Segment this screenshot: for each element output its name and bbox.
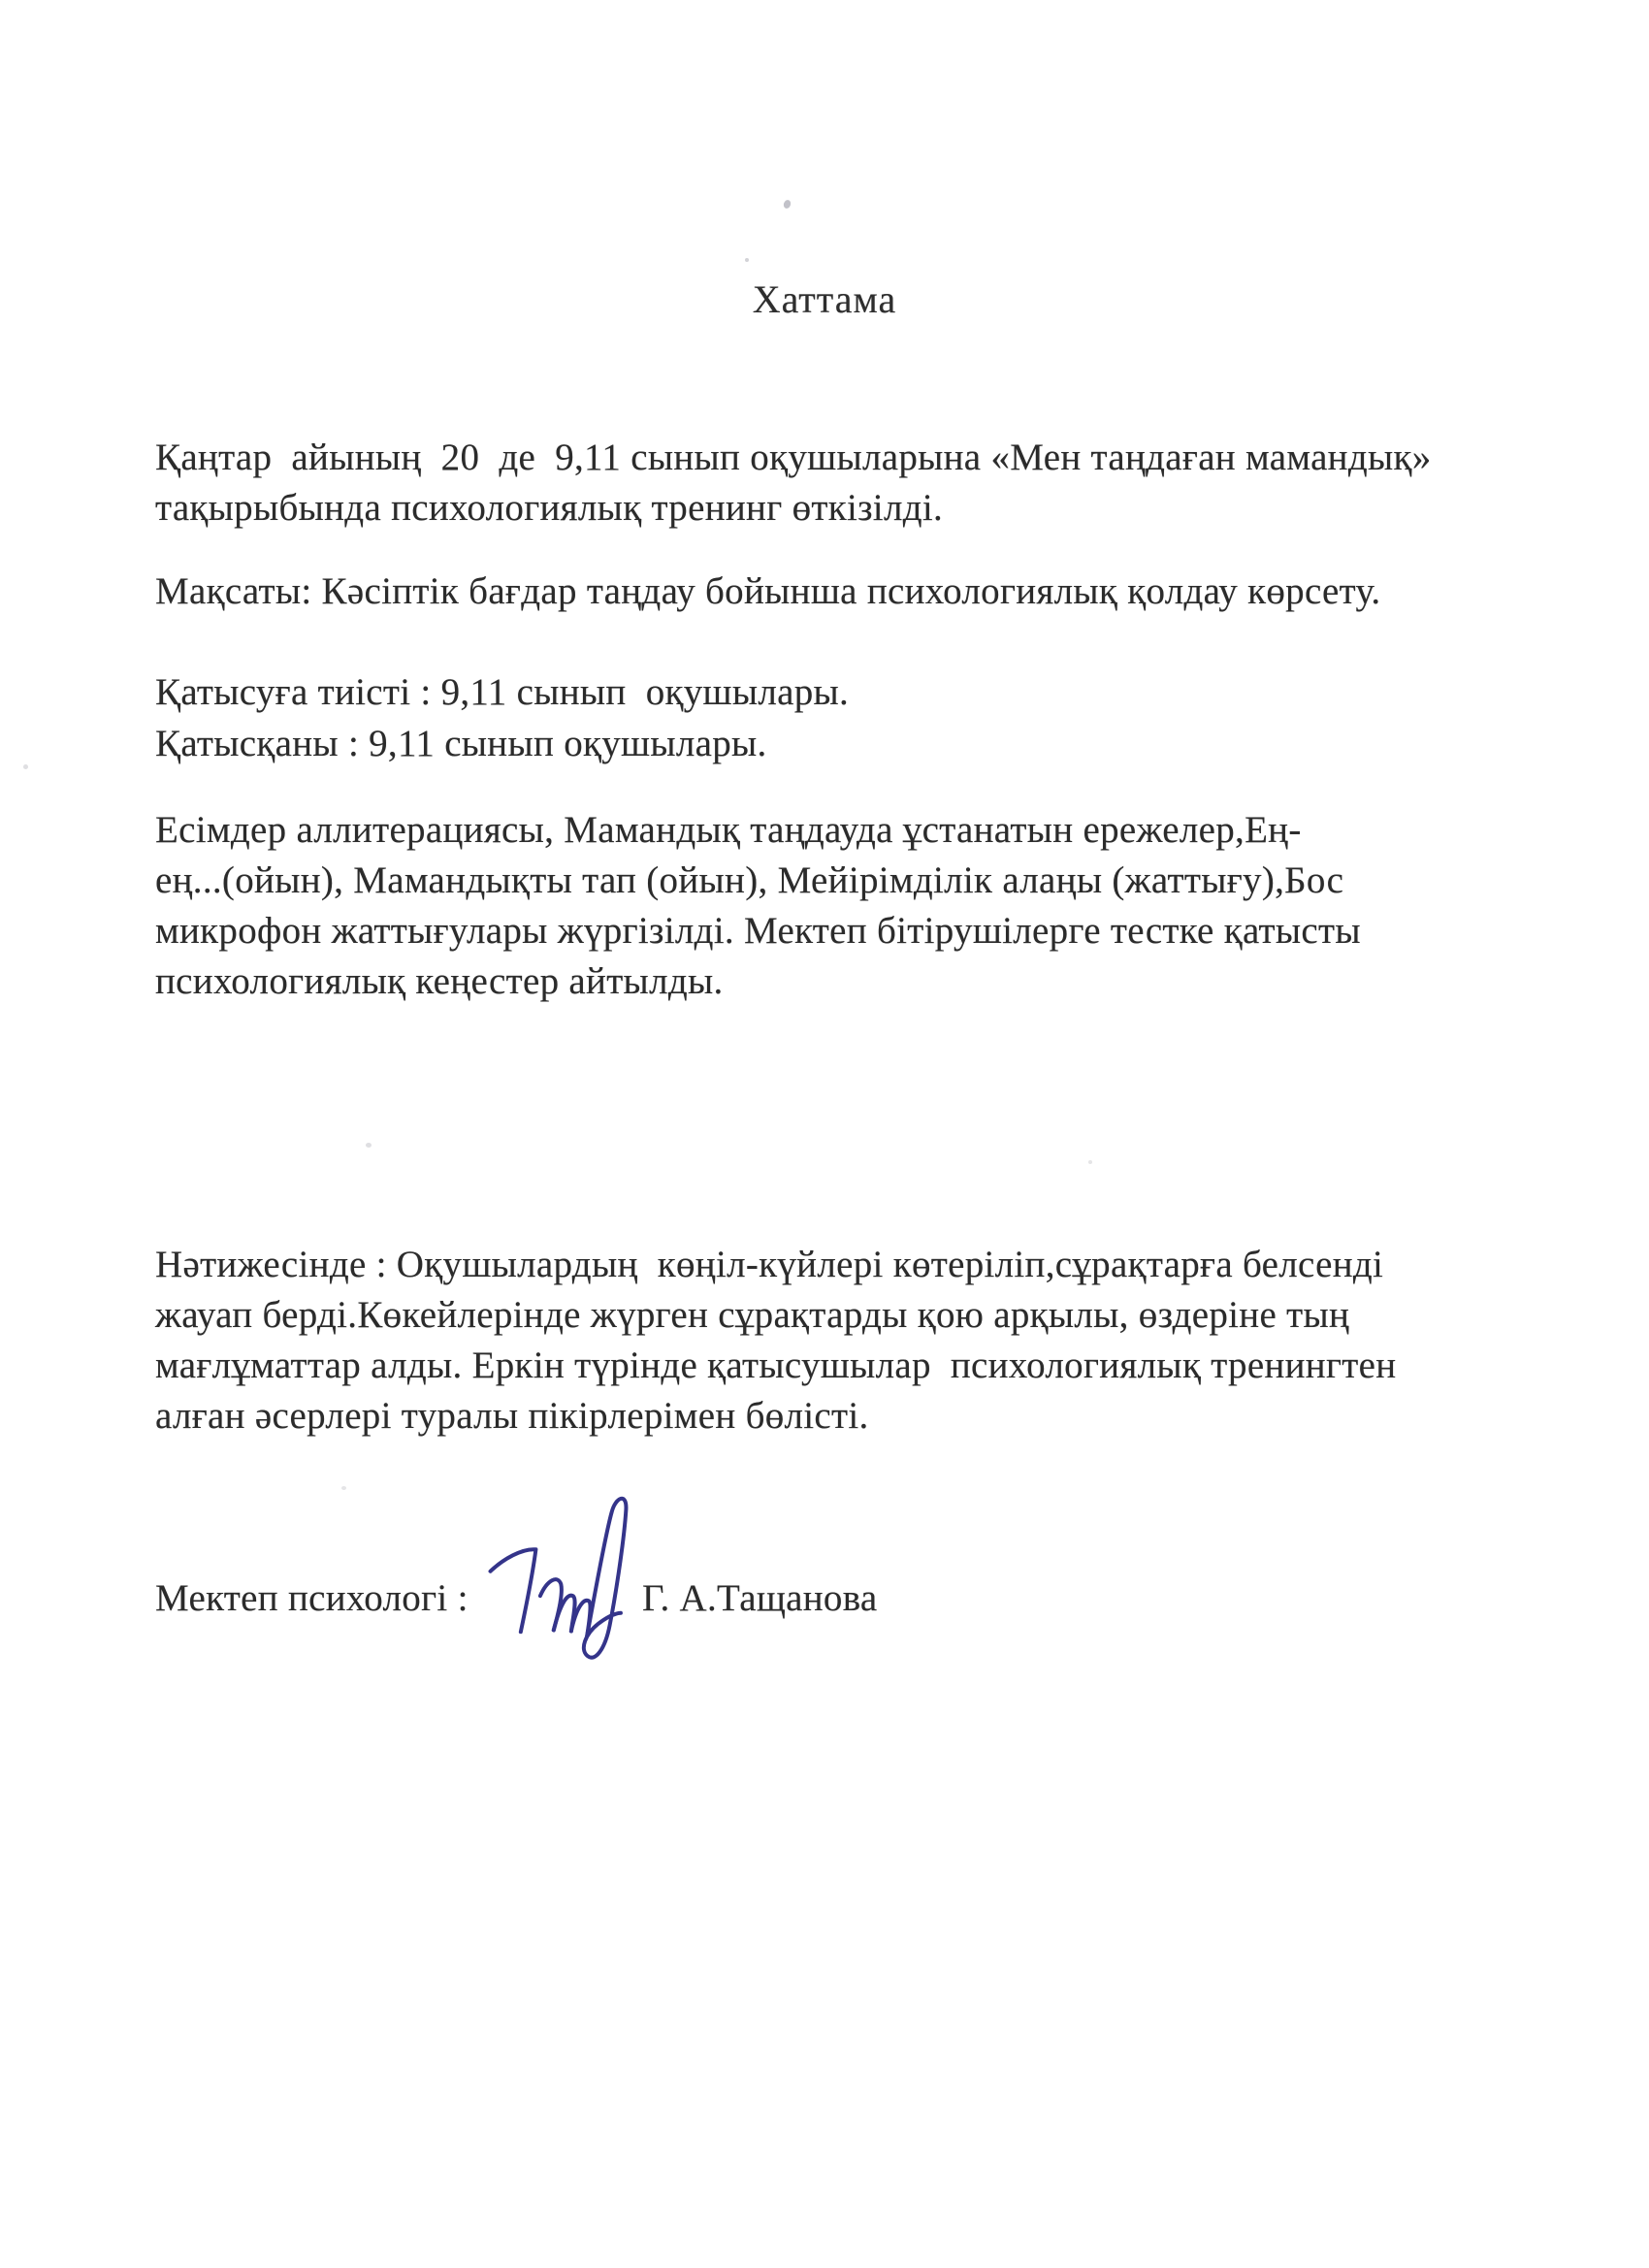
text-line: Қатысқаны : 9,11 сынып оқушылары. [155,723,767,764]
scan-artifact [341,1486,346,1490]
paragraph-expected-participants [155,667,1533,718]
text-line: ең...(ойын), Мамандықты тап (ойын), Мейірімділік алаңы (жаттығу),Бос [155,859,1344,901]
text-line: Мақсаты: Кәсіптік бағдар таңдау бойынша психологиялық қолдау көрсету. [155,570,1381,612]
signature-name: Г. А.Тащанова [642,1577,878,1619]
scan-artifact [745,258,749,262]
document-title: Хаттама [752,277,897,321]
paragraph-actual-participants [155,719,1533,769]
scan-artifact [23,764,28,769]
text-line: Есімдер аллитерациясы, Мамандық таңдауда ұстанатын ережелер,Ең- [155,809,1302,851]
text-line: жауап берді.Көкейлерінде жүрген сұрақтарды қою арқылы, өздеріне тың [155,1294,1350,1336]
scan-artifact [1088,1160,1092,1164]
paragraph-goal [155,567,1533,617]
text-line: мағлұматтар алды. Еркін түрінде қатысушылар психологиялық тренингтен [155,1345,1397,1386]
text-line: Қатысуға тиісті : 9,11 сынып оқушылары. [155,671,850,713]
handwritten-signature-ink [478,1488,642,1669]
text-line: тақырыбында психологиялық тренинг өткізілді. [155,487,944,529]
text-line: Қаңтар айының 20 де 9,11 сынып оқушыларына «Мен таңдаған мамандық» [155,437,1432,478]
text-line: Нәтижесінде : Оқушылардың көңіл-күйлері көтеріліп,сұрақтарға белсенді [155,1244,1384,1285]
text-line: психологиялық кеңестер айтылды. [155,960,724,1002]
text-line: алған әсерлері туралы пікірлерімен бөлісті. [155,1395,869,1437]
text-line: микрофон жаттығулары жүргізілді. Мектеп бітірушілерге тестке қатысты [155,910,1361,952]
scan-artifact [783,199,792,210]
paragraph-intro [155,433,1533,534]
paragraph-activities [155,805,1533,1007]
scan-artifact [366,1143,372,1148]
signature-label: Мектеп психологі : [155,1577,478,1619]
paragraph-results [155,1240,1533,1442]
